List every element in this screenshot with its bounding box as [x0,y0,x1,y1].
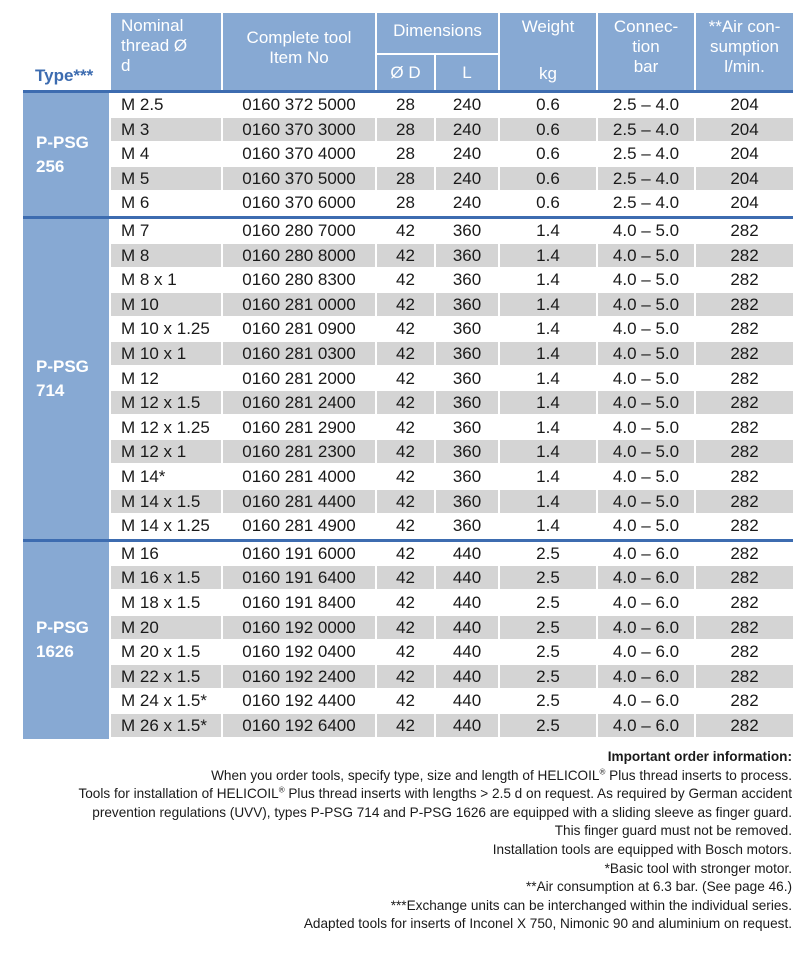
weight-cell: 2.5 [500,616,596,639]
table-row [111,465,793,490]
weight-cell: 0.6 [536,193,560,213]
item-number-cell: 0160 281 2900 [242,417,356,437]
notes-line-4: This finger guard must not be removed. [554,823,792,839]
group-type-cell [23,542,109,739]
air-header-line1: **Air con- [708,17,781,36]
table-row [111,191,793,216]
length-cell: 440 [452,642,482,662]
diameter-cell: 42 [377,342,434,365]
thread-cell: M 10 x 1 [111,342,221,365]
connection-cell: 4.0 – 6.0 [612,593,680,612]
notes-line-1: When you order tools, specify type, size and length of HELICOIL® Plus thread inserts to process. [211,767,792,783]
length-cell: 360 [452,221,482,240]
connection-cell: 4.0 – 5.0 [612,516,680,536]
connection-cell: 2.5 – 4.0 [612,193,680,213]
table-row [111,714,793,739]
connection-cell: 4.0 – 5.0 [598,490,694,513]
table-row [111,440,793,465]
connection-cell: 4.0 – 5.0 [598,440,694,463]
thread-cell: M 12 [121,368,159,388]
air-consumption-cell: 282 [730,417,759,437]
item-number-cell: 0160 192 2400 [223,665,375,688]
weight-cell: 1.4 [536,270,560,290]
item-number-cell: 0160 191 6400 [223,566,375,589]
item-number-cell: 0160 281 0900 [242,319,356,339]
item-number-cell: 0160 281 0300 [223,342,375,365]
table-row [111,490,793,515]
diameter-cell: 42 [396,221,415,240]
dim-d-header-label: Ø D [390,63,421,82]
notes-line-6: *Basic tool with stronger motor. [604,860,792,876]
weight-cell: 2.5 [500,714,596,737]
connection-cell: 4.0 – 6.0 [612,543,680,563]
air-consumption-cell: 204 [696,167,793,190]
thread-cell: M 5 [111,167,221,190]
diameter-cell: 28 [396,144,415,164]
air-column-header [696,13,793,90]
thread-cell: M 22 x 1.5 [111,665,221,688]
air-consumption-cell: 282 [696,440,793,463]
length-cell: 360 [452,417,482,437]
connection-cell: 2.5 – 4.0 [598,167,694,190]
connection-cell: 4.0 – 5.0 [612,417,680,437]
table-row [111,514,793,539]
weight-unit-label: kg [539,64,557,83]
connection-cell: 4.0 – 6.0 [598,714,694,737]
length-cell: 240 [452,95,482,114]
air-consumption-cell: 282 [730,221,759,240]
connection-cell: 4.0 – 5.0 [598,391,694,414]
dim-d-header [377,55,434,90]
weight-cell: 1.4 [500,391,596,414]
connection-cell: 2.5 – 4.0 [612,95,680,114]
connection-cell: 4.0 – 6.0 [612,642,680,662]
diameter-cell: 42 [377,391,434,414]
item-number-cell: 0160 192 4400 [242,691,356,711]
thread-cell: M 18 x 1.5 [121,593,201,612]
item-number-cell: 0160 370 4000 [242,144,356,164]
diameter-cell: 42 [396,543,415,563]
length-cell: 360 [436,342,498,365]
item-number-cell: 0160 281 4000 [242,467,356,486]
thread-cell: M 24 x 1.5* [121,691,207,711]
weight-cell: 1.4 [500,440,596,463]
diameter-cell: 42 [396,516,415,536]
air-header-line2: sumption [710,37,779,56]
connection-cell: 4.0 – 6.0 [598,566,694,589]
group-type-line2: 1626 [36,642,74,662]
air-consumption-cell: 282 [730,319,759,339]
item-number-cell: 0160 372 5000 [242,95,356,114]
table-row [111,293,793,318]
connection-cell: 4.0 – 5.0 [612,319,680,339]
dimensions-header-label: Dimensions [393,21,482,40]
group-type-label [36,131,89,179]
thread-header-line3: d [121,56,131,75]
length-cell: 360 [452,368,482,388]
item-number-cell: 0160 191 8400 [242,593,356,612]
group-type-line1: P-PSG [36,618,89,638]
diameter-cell: 42 [396,368,415,388]
air-consumption-cell: 282 [730,270,759,290]
connection-cell: 4.0 – 5.0 [598,293,694,316]
thread-cell: M 10 [111,293,221,316]
weight-cell: 0.6 [500,167,596,190]
weight-cell: 1.4 [536,221,560,240]
air-consumption-cell: 282 [730,543,759,563]
weight-cell: 2.5 [500,566,596,589]
item-number-cell: 0160 281 4400 [223,490,375,513]
diameter-cell: 42 [377,293,434,316]
air-header-line3: l/min. [724,57,765,76]
weight-cell: 1.4 [536,516,560,536]
thread-cell: M 14* [121,467,166,486]
item-number-cell: 0160 281 2400 [223,391,375,414]
thread-cell: M 7 [121,221,150,240]
item-header-line2: Item No [269,48,329,67]
item-number-cell: 0160 281 0000 [223,293,375,316]
item-number-cell: 0160 280 8300 [242,270,356,290]
item-number-cell: 0160 370 5000 [223,167,375,190]
air-consumption-cell: 282 [730,368,759,388]
table-row [111,665,793,690]
group-type-label [36,355,89,403]
length-cell: 360 [436,490,498,513]
connection-cell: 4.0 – 6.0 [598,665,694,688]
table-row [111,268,793,293]
length-cell: 360 [452,516,482,536]
weight-cell: 2.5 [536,642,560,662]
thread-header-line2: thread Ø [121,36,188,55]
dim-l-header [436,55,498,90]
air-consumption-cell: 282 [696,616,793,639]
table-row [111,93,793,118]
table-row [111,142,793,167]
dimensions-column-header [377,13,498,53]
length-cell: 240 [436,167,498,190]
air-consumption-cell: 282 [696,665,793,688]
air-consumption-cell: 282 [730,642,759,662]
length-cell: 440 [436,665,498,688]
notes-line-2: Tools for installation of HELICOIL® Plus thread inserts with lengths > 2.5 d on request. As required by German accident [78,785,792,802]
length-cell: 360 [436,391,498,414]
thread-cell: M 2.5 [121,95,164,114]
diameter-cell: 42 [396,593,415,612]
weight-cell: 2.5 [536,593,560,612]
table-row [111,640,793,665]
weight-cell: 1.4 [536,319,560,339]
notes-title: Important order information: [607,749,792,764]
group-type-label [36,616,89,664]
air-consumption-cell: 282 [730,516,759,536]
length-cell: 360 [436,244,498,267]
weight-cell: 0.6 [536,95,560,114]
thread-cell: M 10 x 1.25 [121,319,210,339]
connection-cell: 4.0 – 5.0 [612,467,680,486]
thread-cell: M 16 [121,543,159,563]
item-header-line1: Complete tool [246,28,352,47]
table-row [111,542,793,567]
weight-cell: 1.4 [500,490,596,513]
item-number-cell: 0160 280 7000 [242,221,356,240]
length-cell: 360 [436,440,498,463]
group-type-line1: P-PSG [36,356,89,376]
table-row [111,616,793,641]
connection-column-header [598,13,694,90]
weight-cell: 2.5 [536,543,560,563]
weight-header-label: Weight [521,17,575,36]
length-cell: 360 [452,270,482,290]
air-consumption-cell: 204 [730,193,759,213]
notes-line-7: **Air consumption at 6.3 bar. (See page 46.) [526,879,792,895]
item-number-cell: 0160 281 4900 [242,516,356,536]
type-column-header [23,13,109,90]
diameter-cell: 42 [377,440,434,463]
length-cell: 360 [452,467,482,486]
notes-line-9: Adapted tools for inserts of Inconel X 750, Nimonic 90 and aluminium on request. [303,916,792,932]
item-number-cell: 0160 370 6000 [242,193,356,213]
air-consumption-cell: 282 [696,566,793,589]
table-row [111,416,793,441]
thread-cell: M 6 [121,193,150,213]
weight-column-header [500,13,596,90]
thread-cell: M 20 [111,616,221,639]
table-row [111,118,793,143]
diameter-cell: 42 [396,642,415,662]
table-row [111,342,793,367]
air-consumption-cell: 282 [730,593,759,612]
connection-cell: 4.0 – 5.0 [612,270,680,290]
table-row [111,689,793,714]
connection-cell: 4.0 – 5.0 [598,244,694,267]
item-number-cell: 0160 192 6400 [223,714,375,737]
weight-cell: 1.4 [536,417,560,437]
thread-cell: M 4 [121,144,150,164]
diameter-cell: 28 [377,118,434,141]
table-row [111,391,793,416]
diameter-cell: 42 [377,566,434,589]
thread-cell: M 3 [111,118,221,141]
connection-cell: 4.0 – 5.0 [612,221,680,240]
connection-cell: 4.0 – 6.0 [612,691,680,711]
thread-header-line1: Nominal [121,16,184,35]
weight-cell: 1.4 [500,244,596,267]
diameter-cell: 28 [396,95,415,114]
weight-cell: 1.4 [536,368,560,388]
connection-cell: 2.5 – 4.0 [598,118,694,141]
diameter-cell: 42 [396,270,415,290]
air-consumption-cell: 282 [696,714,793,737]
length-cell: 440 [452,691,482,711]
weight-cell: 2.5 [536,691,560,711]
diameter-cell: 42 [377,244,434,267]
air-consumption-cell: 282 [696,490,793,513]
table-row [111,566,793,591]
air-consumption-cell: 282 [696,391,793,414]
length-cell: 440 [452,593,482,612]
table-row [111,244,793,269]
item-number-cell: 0160 281 2000 [242,368,356,388]
length-cell: 360 [452,319,482,339]
length-cell: 240 [436,118,498,141]
thread-cell: M 14 x 1.25 [121,516,210,536]
table-row [111,367,793,392]
group-type-line1: P-PSG [36,132,89,152]
table-row [111,167,793,192]
air-consumption-cell: 204 [730,95,759,114]
diameter-cell: 42 [377,616,434,639]
thread-cell: M 12 x 1.5 [111,391,221,414]
item-number-cell: 0160 192 0400 [242,642,356,662]
diameter-cell: 42 [396,467,415,486]
notes-line-8: ***Exchange units can be interchanged within the individual series. [390,897,792,913]
air-consumption-cell: 282 [696,244,793,267]
diameter-cell: 28 [377,167,434,190]
item-number-cell: 0160 370 3000 [223,118,375,141]
diameter-cell: 42 [396,417,415,437]
diameter-cell: 42 [377,490,434,513]
length-cell: 240 [452,144,482,164]
item-number-cell: 0160 191 6000 [242,543,356,563]
weight-cell: 0.6 [536,144,560,164]
connection-header-line1: Connec- [613,17,679,36]
thread-cell: M 26 x 1.5* [111,714,221,737]
air-consumption-cell: 282 [696,293,793,316]
weight-cell: 1.4 [500,342,596,365]
connection-cell: 4.0 – 5.0 [612,368,680,388]
connection-header-line3: bar [633,57,659,76]
item-column-header [223,13,375,90]
connection-cell: 2.5 – 4.0 [612,144,680,164]
table-row [111,219,793,244]
thread-cell: M 12 x 1 [111,440,221,463]
item-number-cell: 0160 281 2300 [223,440,375,463]
diameter-cell: 42 [396,319,415,339]
thread-cell: M 20 x 1.5 [121,642,201,662]
group-type-line2: 714 [36,380,65,400]
thread-cell: M 16 x 1.5 [111,566,221,589]
group-type-line2: 256 [36,156,65,176]
air-consumption-cell: 204 [730,144,759,164]
connection-header-line2: tion [632,37,660,56]
type-header-label: Type*** [35,66,94,85]
thread-cell: M 8 [111,244,221,267]
weight-cell: 2.5 [500,665,596,688]
air-consumption-cell: 204 [696,118,793,141]
length-cell: 440 [452,543,482,563]
group-type-cell [23,219,109,539]
length-cell: 440 [436,714,498,737]
item-number-cell: 0160 280 8000 [223,244,375,267]
connection-cell: 4.0 – 5.0 [598,342,694,365]
weight-cell: 1.4 [500,293,596,316]
thread-cell: M 8 x 1 [121,270,177,290]
length-cell: 440 [436,616,498,639]
item-number-cell: 0160 192 0000 [223,616,375,639]
thread-column-header [111,13,221,90]
air-consumption-cell: 282 [696,342,793,365]
order-information [2,748,792,934]
weight-cell: 1.4 [536,467,560,486]
group-type-cell [23,93,109,216]
diameter-cell: 42 [377,714,434,737]
diameter-cell: 28 [396,193,415,213]
diameter-cell: 42 [396,691,415,711]
notes-line-5: Installation tools are equipped with Bosch motors. [492,841,792,857]
thread-cell: M 12 x 1.25 [121,417,210,437]
connection-cell: 4.0 – 6.0 [598,616,694,639]
table-row [111,317,793,342]
table-row [111,591,793,616]
diameter-cell: 42 [377,665,434,688]
air-consumption-cell: 282 [730,691,759,711]
dim-l-header-label: L [462,63,472,82]
length-cell: 240 [452,193,482,213]
length-cell: 440 [436,566,498,589]
notes-line-3: prevention regulations (UVV), types P-PSG 714 and P-PSG 1626 are equipped with a sliding sleeve as finger guard. [92,804,792,820]
thread-cell: M 14 x 1.5 [111,490,221,513]
air-consumption-cell: 282 [730,467,759,486]
length-cell: 360 [436,293,498,316]
weight-cell: 0.6 [500,118,596,141]
